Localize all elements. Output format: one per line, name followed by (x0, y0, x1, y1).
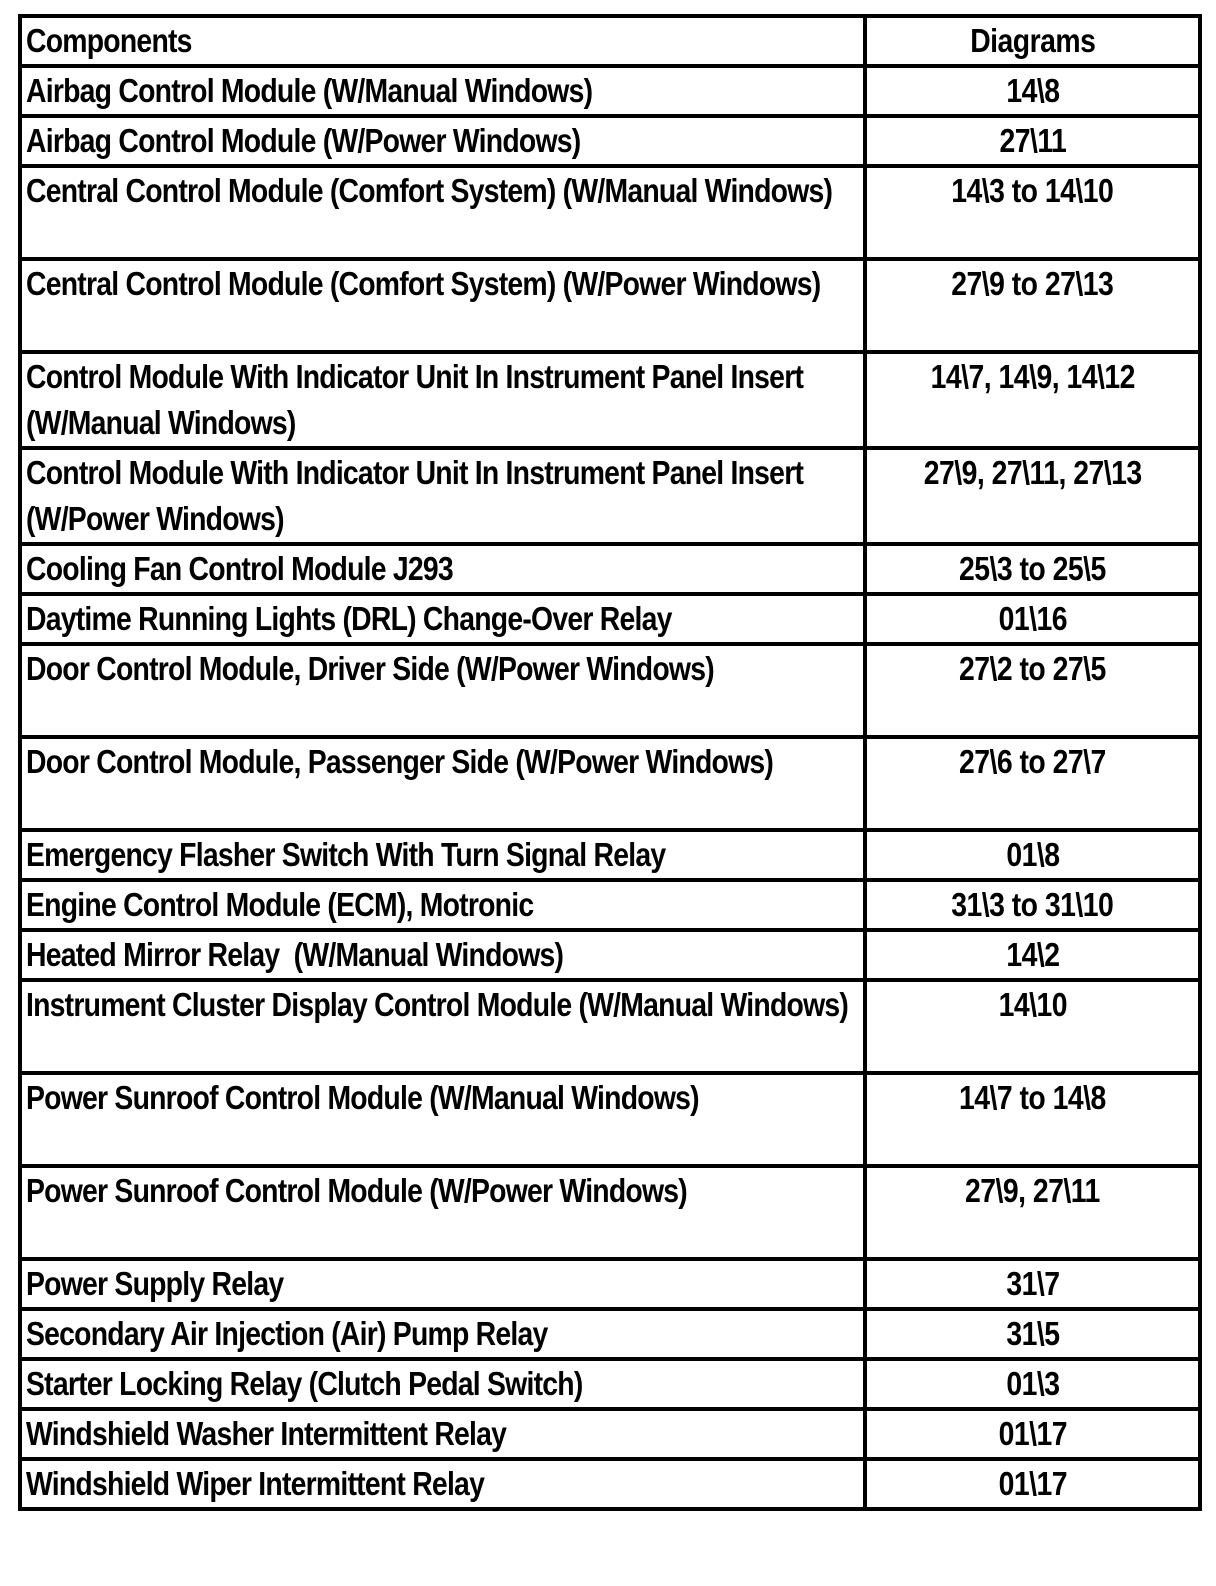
component-cell: Airbag Control Module (W/Power Windows) (20, 116, 865, 166)
component-cell: Central Control Module (Comfort System) (W/Power Windows) (20, 259, 865, 352)
component-cell: Door Control Module, Passenger Side (W/Power Windows) (20, 737, 865, 830)
diagram-cell: 14\8 (865, 66, 1200, 116)
diagram-cell: 25\3 to 25\5 (865, 544, 1200, 594)
table-row (20, 1359, 1200, 1409)
diagram-cell: 31\5 (865, 1309, 1200, 1359)
diagram-cell: 27\2 to 27\5 (865, 644, 1200, 737)
component-cell: Power Supply Relay (20, 1259, 865, 1309)
component-cell: Control Module With Indicator Unit In Instrument Panel Insert (W/Power Windows) (20, 448, 865, 544)
table-row (20, 737, 1200, 830)
diagram-cell: 01\16 (865, 594, 1200, 644)
component-cell: Instrument Cluster Display Control Module (W/Manual Windows) (20, 980, 865, 1073)
diagram-cell: 14\2 (865, 930, 1200, 980)
components-diagrams-table (18, 14, 1202, 1511)
component-cell: Power Sunroof Control Module (W/Power Windows) (20, 1166, 865, 1259)
components-table-container (18, 14, 1198, 1511)
table-row (20, 166, 1200, 259)
diagram-cell: 27\9, 27\11 (865, 1166, 1200, 1259)
table-row (20, 880, 1200, 930)
component-cell: Windshield Wiper Intermittent Relay (20, 1459, 865, 1509)
header-diagrams: Diagrams (865, 16, 1200, 66)
table-row (20, 1309, 1200, 1359)
table-row (20, 1166, 1200, 1259)
table-row (20, 66, 1200, 116)
diagram-cell: 14\7, 14\9, 14\12 (865, 352, 1200, 448)
diagram-cell: 27\11 (865, 116, 1200, 166)
header-components: Components (20, 16, 865, 66)
component-cell: Engine Control Module (ECM), Motronic (20, 880, 865, 930)
table-row (20, 830, 1200, 880)
diagram-cell: 01\17 (865, 1409, 1200, 1459)
component-cell: Windshield Washer Intermittent Relay (20, 1409, 865, 1459)
component-cell: Central Control Module (Comfort System) (W/Manual Windows) (20, 166, 865, 259)
component-cell: Control Module With Indicator Unit In Instrument Panel Insert (W/Manual Windows) (20, 352, 865, 448)
table-row (20, 448, 1200, 544)
diagram-cell: 27\9 to 27\13 (865, 259, 1200, 352)
component-cell: Secondary Air Injection (Air) Pump Relay (20, 1309, 865, 1359)
component-cell: Heated Mirror Relay (W/Manual Windows) (20, 930, 865, 980)
diagram-cell: 14\10 (865, 980, 1200, 1073)
table-row (20, 259, 1200, 352)
diagram-cell: 14\7 to 14\8 (865, 1073, 1200, 1166)
component-cell: Power Sunroof Control Module (W/Manual Windows) (20, 1073, 865, 1166)
diagram-cell: 27\9, 27\11, 27\13 (865, 448, 1200, 544)
table-header-row (20, 16, 1200, 66)
component-cell: Airbag Control Module (W/Manual Windows) (20, 66, 865, 116)
diagram-cell: 31\7 (865, 1259, 1200, 1309)
component-cell: Door Control Module, Driver Side (W/Power Windows) (20, 644, 865, 737)
table-row (20, 644, 1200, 737)
diagram-cell: 01\8 (865, 830, 1200, 880)
table-row (20, 1459, 1200, 1509)
diagram-cell: 14\3 to 14\10 (865, 166, 1200, 259)
table-row (20, 594, 1200, 644)
table-row (20, 1073, 1200, 1166)
component-cell: Starter Locking Relay (Clutch Pedal Switch) (20, 1359, 865, 1409)
component-cell: Emergency Flasher Switch With Turn Signal Relay (20, 830, 865, 880)
diagram-cell: 31\3 to 31\10 (865, 880, 1200, 930)
table-row (20, 1259, 1200, 1309)
table-row (20, 544, 1200, 594)
table-row (20, 930, 1200, 980)
diagram-cell: 01\17 (865, 1459, 1200, 1509)
diagram-cell: 27\6 to 27\7 (865, 737, 1200, 830)
table-row (20, 980, 1200, 1073)
component-cell: Cooling Fan Control Module J293 (20, 544, 865, 594)
table-row (20, 1409, 1200, 1459)
table-row (20, 352, 1200, 448)
diagram-cell: 01\3 (865, 1359, 1200, 1409)
table-row (20, 116, 1200, 166)
component-cell: Daytime Running Lights (DRL) Change-Over Relay (20, 594, 865, 644)
